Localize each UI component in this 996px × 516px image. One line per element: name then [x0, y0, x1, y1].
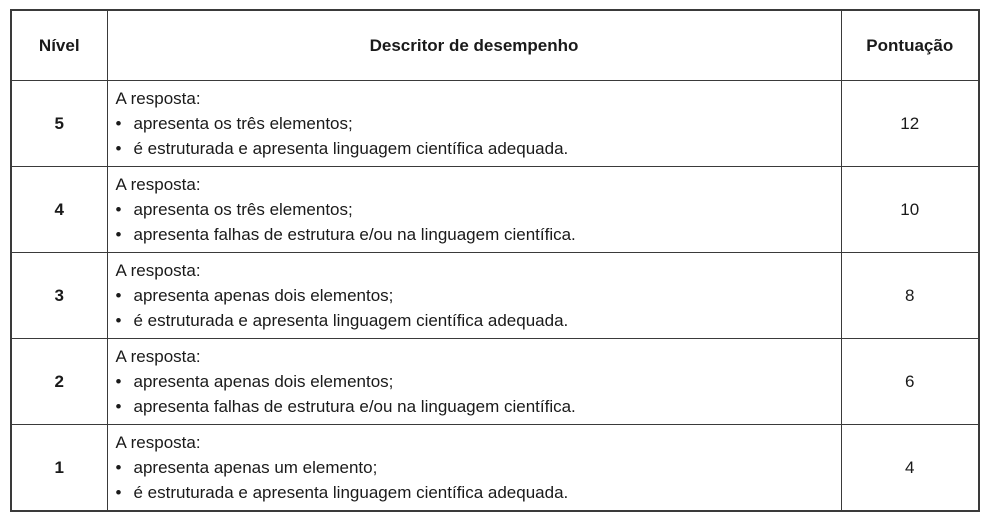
descriptor-cell — [107, 253, 841, 339]
descriptor-item-text: apresenta falhas de estrutura e/ou na linguagem científica. — [133, 225, 576, 244]
descriptor-item-text: é estruturada e apresenta linguagem científica adequada. — [133, 483, 569, 502]
bullet-icon: • — [115, 200, 122, 219]
bullet-icon: • — [115, 114, 122, 133]
descriptor-item — [116, 308, 833, 333]
descriptor-item — [116, 222, 833, 247]
bullet-icon: • — [115, 139, 122, 158]
score-cell: 6 — [841, 339, 979, 425]
score-cell: 8 — [841, 253, 979, 339]
descriptor-cell — [107, 339, 841, 425]
bullet-icon: • — [115, 397, 122, 416]
table-row — [11, 339, 979, 425]
table-header-row — [11, 10, 979, 81]
descriptor-intro: A resposta: — [115, 175, 201, 194]
descriptor-intro: A resposta: — [115, 89, 201, 108]
descriptor-item — [116, 480, 833, 505]
table-row — [11, 425, 979, 512]
bullet-icon: • — [115, 372, 122, 391]
score-cell: 10 — [841, 167, 979, 253]
descriptor-item — [116, 136, 833, 161]
descriptor-item-text: é estruturada e apresenta linguagem científica adequada. — [133, 311, 569, 330]
score-cell: 12 — [841, 81, 979, 167]
descriptor-item — [116, 455, 833, 480]
table-row — [11, 253, 979, 339]
descriptor-cell — [107, 81, 841, 167]
descriptor-item-text: apresenta os três elementos; — [133, 114, 353, 133]
descriptor-item — [116, 369, 833, 394]
descriptor-intro: A resposta: — [115, 261, 201, 280]
level-cell: 2 — [11, 339, 107, 425]
descriptor-item-text: apresenta apenas um elemento; — [133, 458, 378, 477]
descriptor-item — [116, 111, 833, 136]
bullet-icon: • — [115, 483, 122, 502]
descriptor-intro: A resposta: — [115, 347, 201, 366]
scoring-table — [10, 9, 980, 512]
level-cell: 4 — [11, 167, 107, 253]
table-row — [11, 167, 979, 253]
header-level: Nível — [11, 10, 107, 81]
score-cell: 4 — [841, 425, 979, 512]
header-score: Pontuação — [841, 10, 979, 81]
descriptor-item — [116, 394, 833, 419]
descriptor-item — [116, 197, 833, 222]
level-cell: 1 — [11, 425, 107, 512]
level-cell: 5 — [11, 81, 107, 167]
bullet-icon: • — [115, 311, 122, 330]
level-cell: 3 — [11, 253, 107, 339]
descriptor-item-text: apresenta apenas dois elementos; — [133, 286, 394, 305]
descriptor-item — [116, 283, 833, 308]
bullet-icon: • — [115, 458, 122, 477]
header-descriptor: Descritor de desempenho — [107, 10, 841, 81]
bullet-icon: • — [115, 225, 122, 244]
bullet-icon: • — [115, 286, 122, 305]
descriptor-intro: A resposta: — [115, 433, 201, 452]
descriptor-item-text: apresenta falhas de estrutura e/ou na linguagem científica. — [133, 397, 576, 416]
table-row — [11, 81, 979, 167]
descriptor-item-text: apresenta os três elementos; — [133, 200, 353, 219]
descriptor-item-text: é estruturada e apresenta linguagem científica adequada. — [133, 139, 569, 158]
descriptor-cell — [107, 167, 841, 253]
scoring-table-container — [10, 9, 978, 512]
descriptor-cell — [107, 425, 841, 512]
descriptor-item-text: apresenta apenas dois elementos; — [133, 372, 394, 391]
